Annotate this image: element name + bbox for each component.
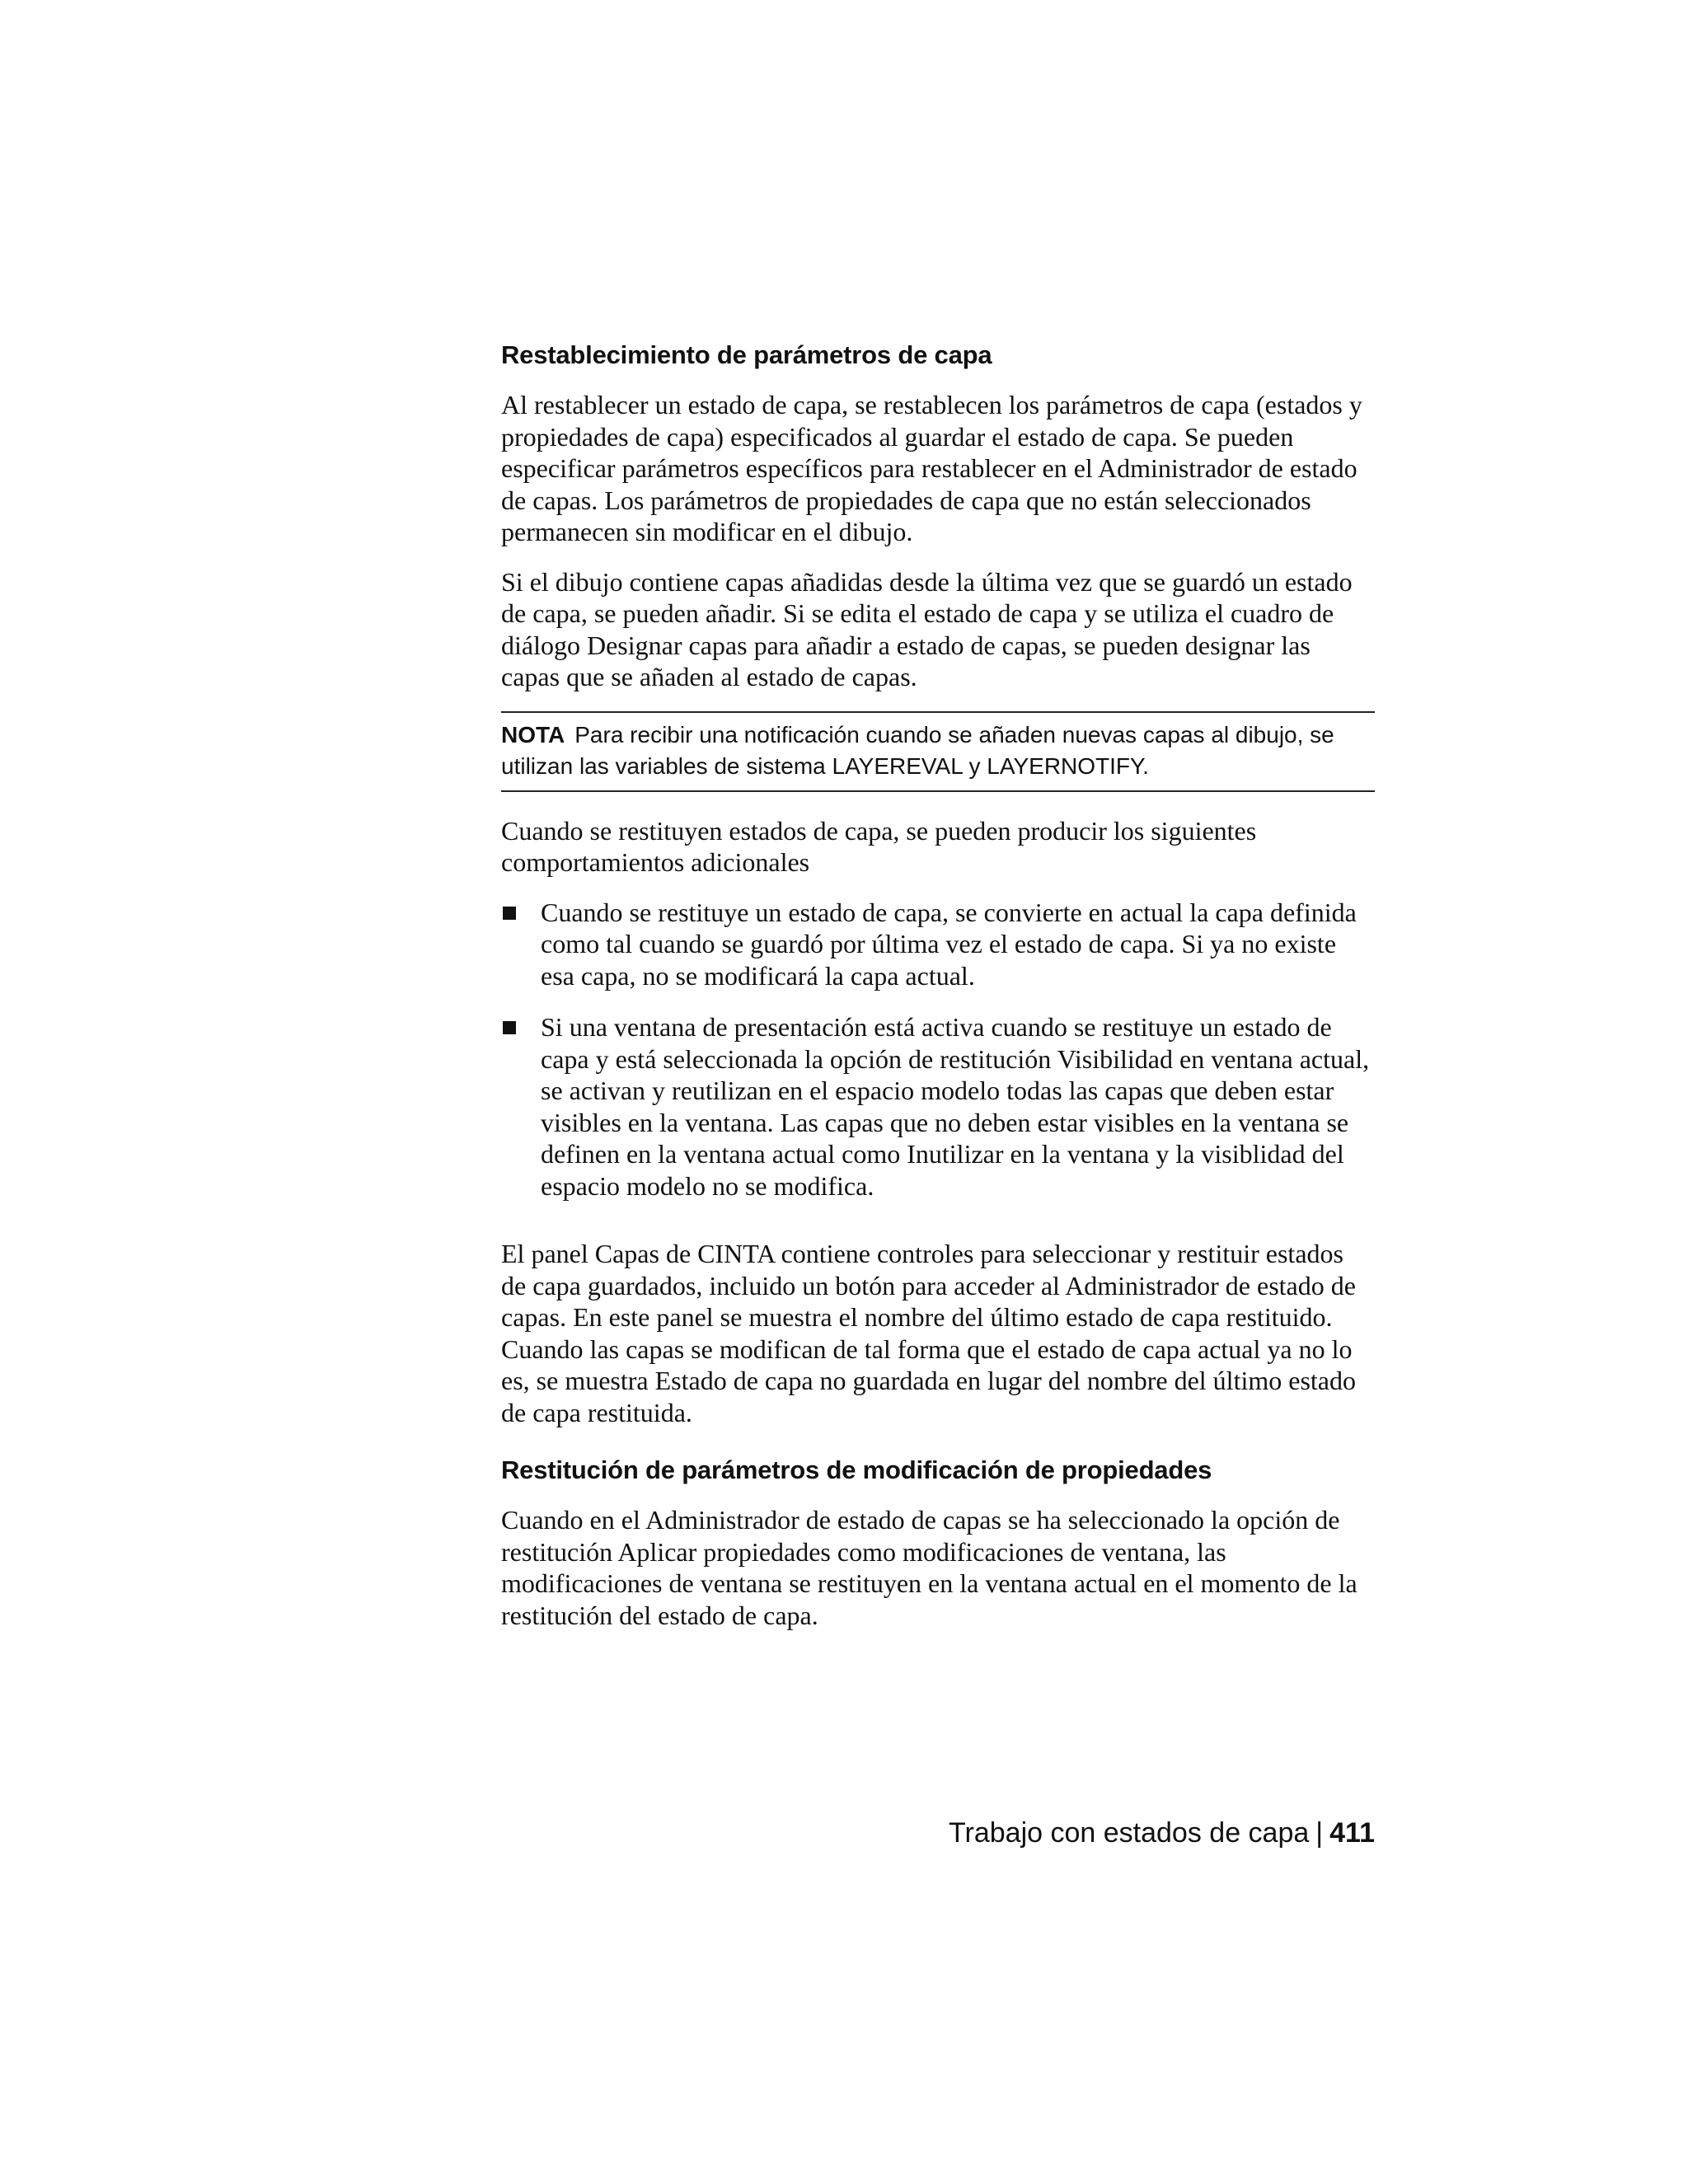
page-footer [501,1815,1375,1851]
note-text: Para recibir una notificación cuando se añaden nuevas capas al dibujo, se utilizan las variables de sistema LAYEREVAL y LAYERNOTIFY. [501,721,1334,779]
list-item-text: Si una ventana de presentación está activa cuando se restituye un estado de capa y está seleccionada la opción de restitución Visibilidad en ventana actual, se activan y reutilizan en el espacio modelo todas las capas que deben estar visibles en la ventana. Las capas que no deben estar visibles en la ventana se definen en la ventana actual como Inutilizar en la ventana y la visiblidad del espacio modelo no se modifica. [541,1012,1370,1201]
paragraph: Si el dibujo contiene capas añadidas desde la última vez que se guardó un estado de capa, se pueden añadir. Si se edita el estado de capa y se utiliza el cuadro de diálogo Designar capas para añadir a estado de capas, se pueden designar las capas que se añaden al estado de capas. [501,566,1353,691]
square-bullet-icon [503,907,516,920]
footer-separator: | [1315,1817,1324,1849]
list-item [501,897,1375,992]
list-item [501,1011,1375,1202]
paragraph: Cuando en el Administrador de estado de capas se ha seleccionado la opción de restitución Aplicar propiedades como modificaciones de ventana, las modificaciones de ventana se restituyen en la ventana actual en el momento de la restitución del estado de capa. [501,1505,1357,1630]
page-number: 411 [1329,1817,1375,1849]
list-item-text: Cuando se restituye un estado de capa, se convierte en actual la capa definida como tal cuando se guardó por última vez el estado de capa. Si ya no existe esa capa, no se modificará la capa actual. [541,897,1357,991]
note-label: NOTA [501,721,565,748]
paragraph: Cuando se restituyen estados de capa, se pueden producir los siguientes comportamientos adicionales [501,815,1257,877]
page-content [501,338,1375,1649]
paragraph: El panel Capas de CINTA contiene controles para seleccionar y restituir estados de capa guardados, incluido un botón para acceder al Administrador de estado de capas. En este panel se muestra el nombre del último estado de capa restituido. Cuando las capas se modifican de tal forma que el estado de capa actual ya no lo es, se muestra Estado de capa no guardada en lugar del nombre del último estado de capa restituida. [501,1239,1356,1427]
bullet-list [501,897,1375,1202]
square-bullet-icon [503,1021,516,1034]
paragraph: Al restablecer un estado de capa, se restablecen los parámetros de capa (estados y propiedades de capa) especificados al guardar el estado de capa. Se pueden especificar parámetros específicos para restablecer en el Administrador de estado de capas. Los parámetros de propiedades de capa que no están seleccionados permanecen sin modificar en el dibujo. [501,390,1362,546]
section-heading-restablecimiento: Restablecimiento de parámetros de capa [501,340,992,369]
footer-title: Trabajo con estados de capa [949,1817,1310,1849]
section-heading-restitucion: Restitución de parámetros de modificación de propiedades [501,1455,1212,1484]
note-box [501,711,1375,792]
